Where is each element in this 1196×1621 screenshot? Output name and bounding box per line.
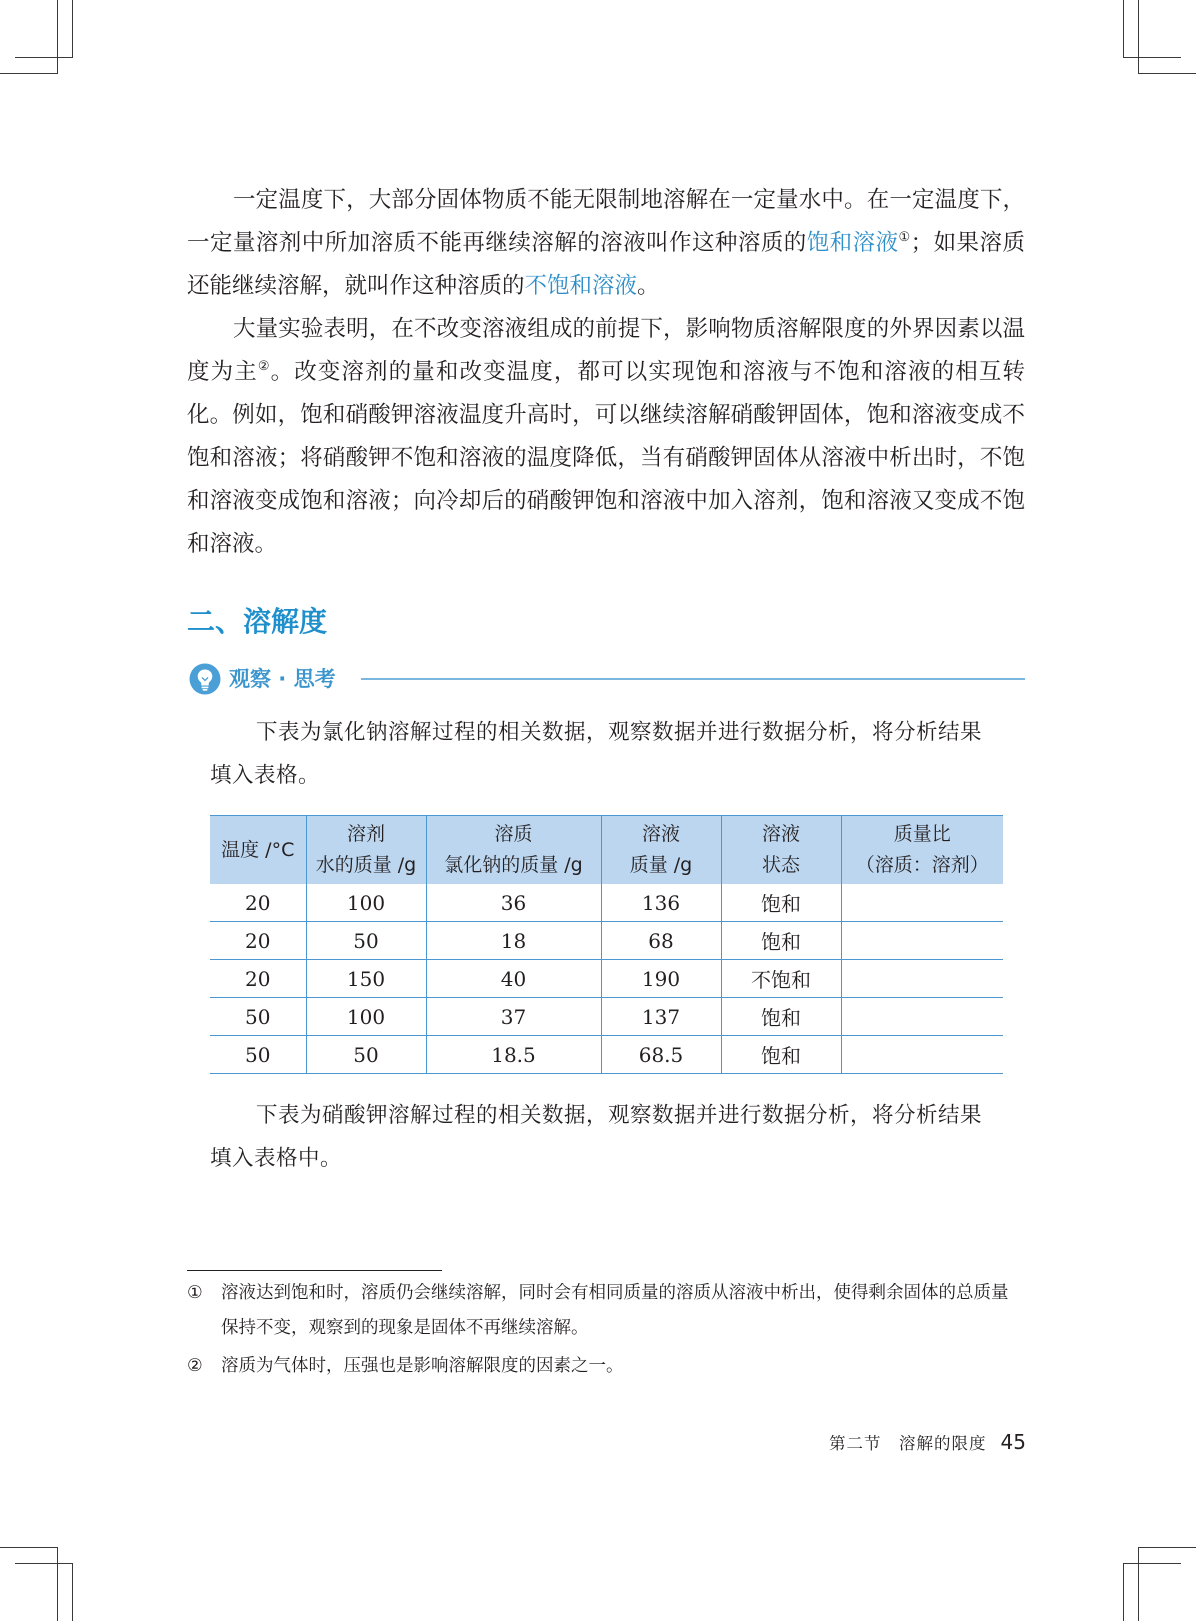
footnote-text: 溶质为气体时，压强也是影响溶解限度的因素之一。 xyxy=(221,1356,624,1376)
cell-solute-mass: 37 xyxy=(426,998,601,1036)
cell-mass-ratio-blank[interactable] xyxy=(841,960,1003,998)
header-solution-state: 溶液 状态 xyxy=(721,816,841,885)
cell-water-mass: 50 xyxy=(306,1036,426,1074)
footer-section-title: 第二节 溶解的限度 xyxy=(829,1434,987,1453)
table-row xyxy=(210,884,1003,922)
cell-state: 不饱和 xyxy=(721,960,841,998)
cell-mass-ratio-blank[interactable] xyxy=(841,998,1003,1036)
cell-mass-ratio-blank[interactable] xyxy=(841,884,1003,922)
footnote-text: 溶液达到饱和时，溶质仍会继续溶解，同时会有相同质量的溶质从溶液中析出，使得剩余固体的总质量保持不变，观察到的现象是固体不再继续溶解。 xyxy=(221,1283,1009,1338)
crop-mark xyxy=(72,1563,73,1621)
header-temperature: 温度 /°C xyxy=(210,816,306,885)
cell-solute-mass: 18.5 xyxy=(426,1036,601,1074)
crop-mark xyxy=(15,57,73,58)
paragraph-text: 。改变溶剂的量和改变温度，都可以实现饱和溶液与不饱和溶液的相互转化。例如，饱和硝酸钾溶液温度升高时，可以继续溶解硝酸钾固体，饱和溶液变成不饱和溶液；将硝酸钾不饱和溶液的温度降低，当有硝酸钾固体从溶液中析出时，不饱和溶液变成饱和溶液；向冷却后的硝酸钾饱和溶液中加入溶剂，饱和溶液又变成不饱和溶液。 xyxy=(187,359,1025,557)
footnote-ref-2[interactable]: ② xyxy=(257,359,271,374)
activity-intro-nacl: 下表为氯化钠溶解过程的相关数据，观察数据并进行数据分析，将分析结果填入表格。 xyxy=(210,720,983,788)
cell-temperature: 20 xyxy=(210,922,306,960)
cell-solute-mass: 40 xyxy=(426,960,601,998)
cell-mass-ratio-blank[interactable] xyxy=(841,1036,1003,1074)
cell-temperature: 50 xyxy=(210,1036,306,1074)
table-row xyxy=(210,998,1003,1036)
crop-mark xyxy=(0,1547,58,1548)
crop-mark xyxy=(1138,0,1139,74)
crop-mark xyxy=(15,1563,73,1564)
crop-mark xyxy=(0,73,58,74)
observe-divider xyxy=(361,678,1025,680)
paragraph-text: 。 xyxy=(637,273,660,299)
footnote-marker: ① xyxy=(187,1283,203,1303)
cell-solute-mass: 18 xyxy=(426,922,601,960)
cell-solute-mass: 36 xyxy=(426,884,601,922)
lightbulb-icon xyxy=(189,663,221,695)
paragraph-text: 大量实验表明，在不改变溶液组成的前提下，影响物质溶解限度的外界因素以温度为主 xyxy=(187,316,1025,385)
crop-mark xyxy=(1123,1563,1181,1564)
page-number: 45 xyxy=(1000,1430,1026,1454)
header-mass-ratio: 质量比 （溶质：溶剂） xyxy=(841,816,1003,885)
cell-state: 饱和 xyxy=(721,1036,841,1074)
table-row xyxy=(210,960,1003,998)
crop-mark xyxy=(57,0,58,74)
activity-intro-kno3: 下表为硝酸钾溶解过程的相关数据，观察数据并进行数据分析，将分析结果填入表格中。 xyxy=(210,1103,983,1171)
cell-water-mass: 50 xyxy=(306,922,426,960)
section-title: 二、溶解度 xyxy=(187,605,328,638)
crop-mark xyxy=(57,1547,58,1621)
crop-mark xyxy=(1123,0,1124,58)
paragraph-dissolution-factors xyxy=(187,308,1025,566)
cell-temperature: 20 xyxy=(210,884,306,922)
cell-state: 饱和 xyxy=(721,884,841,922)
table-row xyxy=(210,1036,1003,1074)
footnote-1 xyxy=(187,1276,1025,1346)
cell-mass-ratio-blank[interactable] xyxy=(841,922,1003,960)
cell-water-mass: 150 xyxy=(306,960,426,998)
paragraph-saturated-definition xyxy=(187,179,1025,308)
cell-solution-mass: 137 xyxy=(601,998,721,1036)
crop-mark xyxy=(72,0,73,58)
paragraph-text: 一定温度下，大部分固体物质不能无限制地溶解在一定量水中。在一定温度下，一定量溶剂中所加溶质不能再继续溶解的溶液叫作这种溶质的 xyxy=(187,187,1025,256)
crop-mark xyxy=(1123,57,1181,58)
nacl-solubility-table xyxy=(210,815,1003,1074)
cell-temperature: 50 xyxy=(210,998,306,1036)
cell-water-mass: 100 xyxy=(306,884,426,922)
page-footer xyxy=(700,1430,1026,1454)
crop-mark xyxy=(1138,1547,1139,1621)
table-header-row xyxy=(210,816,1003,885)
cell-water-mass: 100 xyxy=(306,998,426,1036)
footnote-ref-1[interactable]: ① xyxy=(898,230,911,245)
observe-think-title: 观察 · 思考 xyxy=(229,667,336,691)
cell-state: 饱和 xyxy=(721,922,841,960)
cell-solution-mass: 136 xyxy=(601,884,721,922)
crop-mark xyxy=(1138,73,1196,74)
header-solvent: 溶剂 水的质量 /g xyxy=(306,816,426,885)
cell-solution-mass: 68.5 xyxy=(601,1036,721,1074)
term-saturated-solution: 饱和溶液 xyxy=(806,230,899,256)
footnote-divider xyxy=(187,1270,442,1271)
paragraph-text: ；如果溶质还能继续溶解，就叫作这种溶质的 xyxy=(187,230,1025,299)
table-row xyxy=(210,922,1003,960)
footnote-2 xyxy=(187,1349,1025,1384)
header-solute: 溶质 氯化钠的质量 /g xyxy=(426,816,601,885)
footnote-marker: ② xyxy=(187,1356,203,1376)
crop-mark xyxy=(1138,1547,1196,1548)
cell-solution-mass: 68 xyxy=(601,922,721,960)
header-solution-mass: 溶液 质量 /g xyxy=(601,816,721,885)
cell-state: 饱和 xyxy=(721,998,841,1036)
term-unsaturated-solution: 不饱和溶液 xyxy=(524,273,638,299)
cell-temperature: 20 xyxy=(210,960,306,998)
observe-think-header xyxy=(189,660,1025,698)
crop-mark xyxy=(1123,1563,1124,1621)
cell-solution-mass: 190 xyxy=(601,960,721,998)
